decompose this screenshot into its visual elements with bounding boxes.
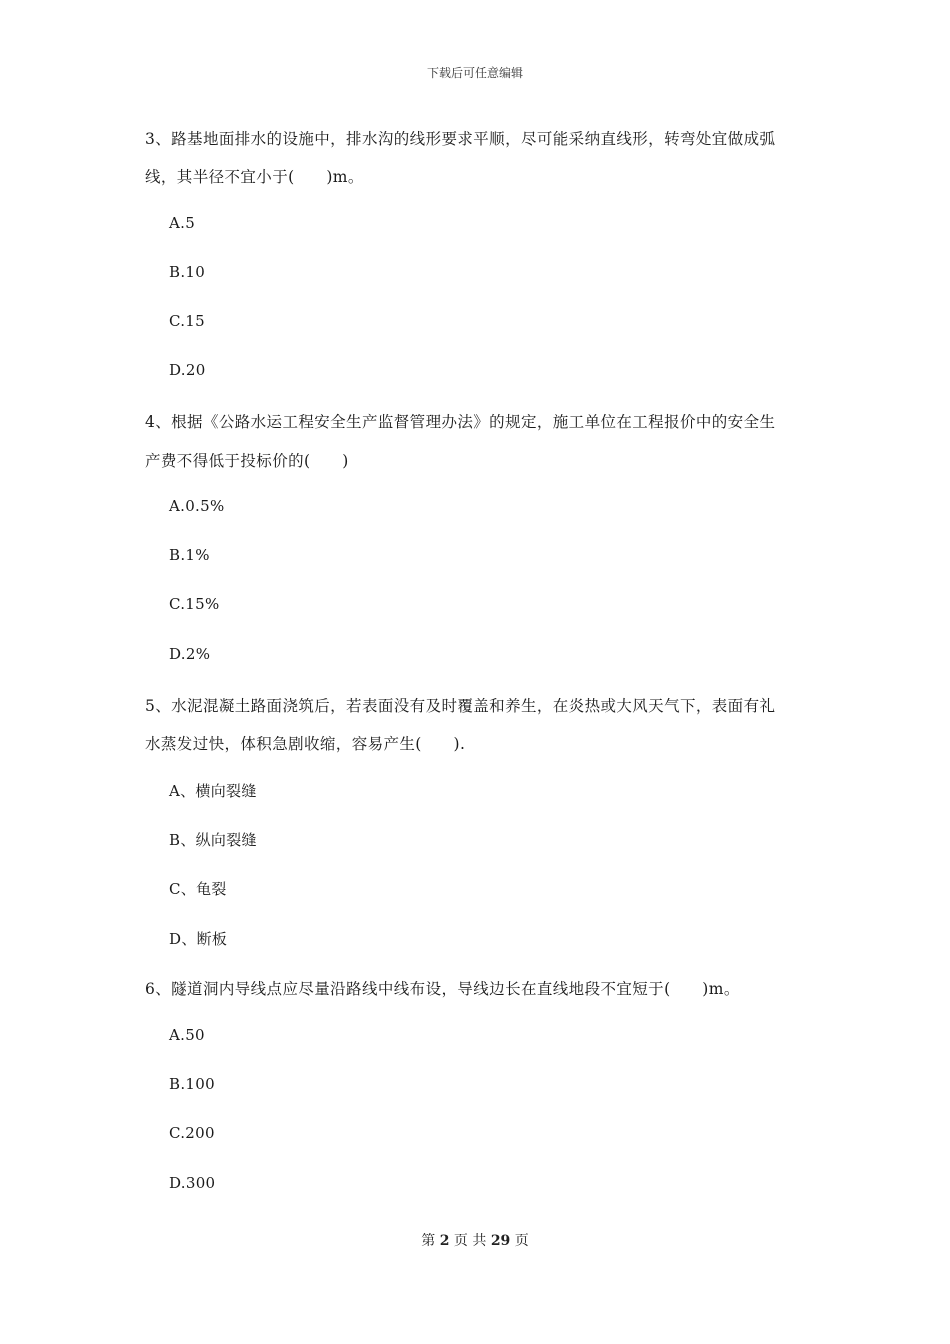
question-6-option-a: A.50	[169, 1026, 205, 1044]
footer-suffix: 页	[514, 1233, 529, 1249]
question-5-option-c: C、龟裂	[169, 880, 227, 898]
page-footer	[0, 1230, 950, 1250]
question-6-option-b: B.100	[169, 1075, 215, 1093]
question-3-option-c: C.15	[169, 312, 205, 330]
question-6-line-1: 6、隧道洞内导线点应尽量沿路线中线布设，导线边长在直线地段不宜短于( )m。	[145, 980, 740, 998]
question-5-line-2: 水蒸发过快，体积急剧收缩，容易产生( ).	[145, 735, 466, 753]
question-5-option-d: D、断板	[169, 930, 228, 948]
question-4-option-a: A.0.5%	[169, 497, 225, 515]
question-3-line-2: 线，其半径不宜小于( )m。	[145, 168, 364, 186]
question-6-option-c: C.200	[169, 1124, 215, 1142]
question-4-option-b: B.1%	[169, 546, 210, 564]
question-3-line-1: 3、路基地面排水的设施中，排水沟的线形要求平顺，尽可能采纳直线形，转弯处宜做成弧	[145, 130, 776, 148]
question-5-line-1: 5、水泥混凝土路面浇筑后，若表面没有及时覆盖和养生，在炎热或大风天气下，表面有礼	[145, 697, 776, 715]
question-3-option-b: B.10	[169, 263, 206, 281]
question-5-option-a: A、横向裂缝	[169, 782, 257, 800]
footer-prefix: 第	[421, 1233, 436, 1249]
question-4-option-d: D.2%	[169, 645, 211, 663]
question-4-option-c: C.15%	[169, 595, 220, 613]
footer-page-number: 2	[439, 1233, 450, 1249]
question-3-option-a: A.5	[169, 214, 196, 232]
question-3-option-d: D.20	[169, 361, 206, 379]
question-4-line-2: 产费不得低于投标价的( )	[145, 452, 349, 470]
footer-total-pages: 29	[490, 1233, 511, 1249]
question-4-line-1: 4、根据《公路水运工程安全生产监督管理办法》的规定，施工单位在工程报价中的安全生	[145, 413, 776, 431]
footer-middle: 页 共	[453, 1233, 487, 1249]
question-5-option-b: B、纵向裂缝	[169, 831, 257, 849]
page-header: 下载后可任意编辑	[426, 66, 523, 80]
question-6-option-d: D.300	[169, 1174, 216, 1192]
